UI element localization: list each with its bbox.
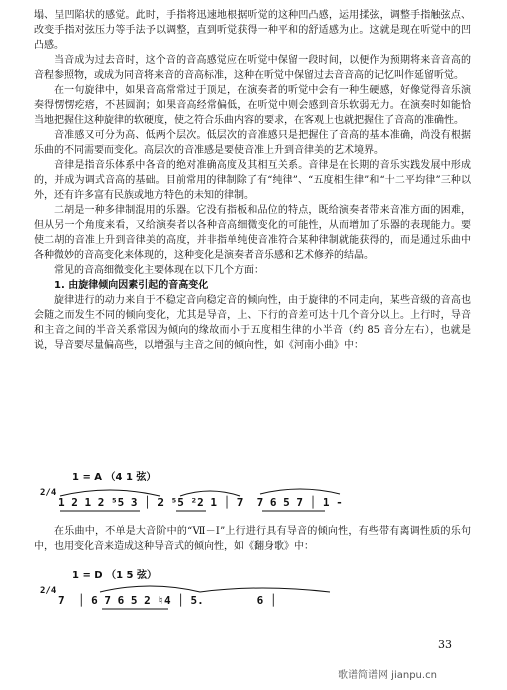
paragraph-4: 音准感又可分为高、低两个层次。低层次的音准感只是把握住了音高的基本准确，尚没有根据乐曲的不同需要而变化。高层次的音准感是要使音准上升到音律美的艺术境界。	[34, 130, 471, 156]
paragraph-3: 在一句旋律中，如果音高常常过于顶足，在演奏者的听觉中会有一种生硬感，好像觉得音乐演奏得愣愣疙瘩，不甚圆润；如果音高经常偏低，在听觉中则会感到音乐软弱无力。在演奏时如能恰当地把握住这种旋律的软硬度，使之符合乐曲内容的要求，在客观上也就把握住了音高的准确性。	[34, 85, 471, 126]
paragraph-2: 当音成为过去音时，这个音的音高感觉应在听觉中保留一段时间，以便作为预期将来音音高的音程参照物，或成为同音将来音的音高标准，这种在听觉中保留过去音音高的记忆叫作延留听觉。	[34, 55, 471, 81]
paragraph-1: 塌、呈凹陷状的感觉。此时，手指将迅速地根据听觉的这种凹凸感，运用揉弦，调整手指触弦点、改变手指对弦压力等手法予以调整，直到听觉获得一种平和的舒适感为止。这就是现在听觉中的凹凸感。	[34, 10, 471, 51]
paragraph-7: 常见的音高细微变化主要体现在以下几个方面：	[54, 265, 264, 276]
example-2-notes: 7 │ 6 7 6 5 2 ♮4 │ 5. 6 │	[58, 594, 277, 607]
paragraph-6: 二胡是一种多律制混用的乐器。它没有指板和品位的特点，既给演奏者带来音准方面的困难，但从另一个角度来看，又给演奏者以各种音高细微变化的可能性，从而增加了乐器的表现能力。要使二胡的音准上升到音律美的高度，并非指单纯使音准符合某种律制就能获得的，而是通过乐曲中各种微妙的音高变化来体现的，这种变化是演奏者音乐感和艺术修养的结晶。	[34, 205, 471, 261]
example-1-notes: 1 2 1 2 ⁵5 3 │ 2 ⁵5 ²2 1 │ 7 7 6 5 7 │ 1 -	[58, 496, 343, 509]
section-heading: 1. 由旋律倾向因素引起的音高变化	[54, 280, 209, 291]
paragraph-8: 旋律进行的动力来自于不稳定音向稳定音的倾向性，由于旋律的不同走向，某些音级的音高也会随之而发生不同的倾向变化，尤其是导音，上、下行的音差可达十几个音分以上。上行时，导音和主音之间的半音关系常因为倾向的缘故而小于五度相生律的小半音（约 85 音分左右），也就是说，导音要尽量偏高些，以增强与主音之间的倾向性，如《河南小曲》中：	[34, 295, 471, 351]
watermark: 歌谱简谱网 jianpu.cn	[338, 670, 437, 681]
example-2-key: 1 = D （1 5 弦）	[72, 570, 157, 581]
example-1-key: 1 = A （4 1 弦）	[72, 472, 157, 483]
example-1-time: 2/4	[40, 488, 57, 498]
page-number: 33	[438, 638, 452, 651]
example-2-time: 2/4	[40, 586, 57, 596]
paragraph-9: 在乐曲中，不单是大音阶中的“Ⅶ－Ⅰ”上行进行具有导音的倾向性，有些带有离调性质的乐句中，也用变化音来造成这种导音式的倾向性，如《翻身歌》中：	[34, 526, 471, 552]
paragraph-5: 音律是指音乐体系中各音的绝对准确高度及其相互关系。音律是在长期的音乐实践发展中形成的，并成为调式音高的基础。目前常用的律制除了有“纯律”、“五度相生律”和“十二平均律”三种以外，还有许多富有民族或地方特色的未知的律制。	[34, 160, 471, 201]
